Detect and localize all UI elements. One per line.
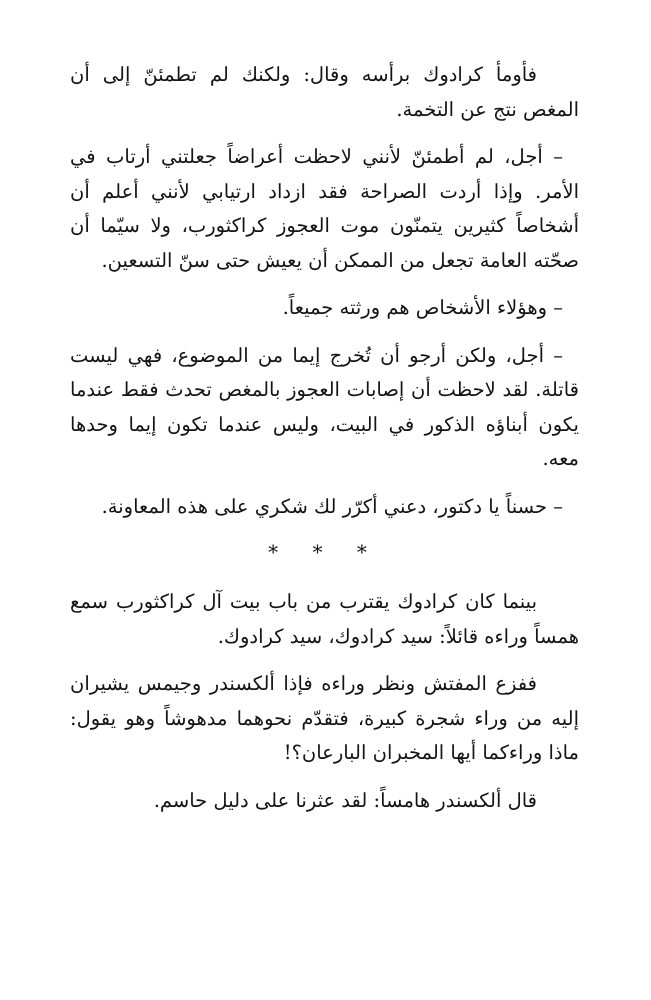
paragraph: فأومأ كرادوك برأسه وقال: ولكنك لم تطمئنّ إلى أن المغص نتج عن التخمة. xyxy=(70,63,579,121)
paragraph: ففزع المفتش ونظر وراءه فإذا ألكسندر وجيمس يشيران إليه من وراء شجرة كبيرة، فتقدّم نحوهما مدهوشاً وهو يقول: ماذا وراءكما أيها المخبران البارعان؟! xyxy=(70,672,579,764)
section-separator: * * * xyxy=(268,540,381,564)
paragraph: بينما كان كرادوك يقترب من باب بيت آل كراكثورب سمع همساً وراءه قائلاً: سيد كرادوك، سيد كرادوك. xyxy=(70,590,579,648)
paragraph: – أجل، ولكن أرجو أن تُخرج إيما من الموضوع، فهي ليست قاتلة. لقد لاحظت أن إصابات العجوز بالمغص تحدث فقط عندما يكون أبناؤه الذكور في البيت، وليس عندما تكون إيما وحدها معه. xyxy=(70,343,579,470)
paragraph: – حسناً يا دكتور، دعني أكرّر لك شكري على هذه المعاونة. xyxy=(101,494,563,518)
paragraph: قال ألكسندر هامساً: لقد عثرنا على دليل حاسم. xyxy=(153,788,537,812)
book-page xyxy=(70,58,579,831)
paragraph: – أجل، لم أطمئنّ لأنني لاحظت أعراضاً جعلتني أرتاب في الأمر. وإذا أردت الصراحة فقد ازداد ارتيابي لأنني أعلم أن أشخاصاً كثيرين يتمنّون موت العجوز كراكثورب، ولا سيّما أن صحّته العامة تجعل من الممكن أن يعيش حتى سنّ التسعين. xyxy=(70,145,579,272)
paragraph: – وهؤلاء الأشخاص هم ورثته جميعاً. xyxy=(282,296,563,319)
